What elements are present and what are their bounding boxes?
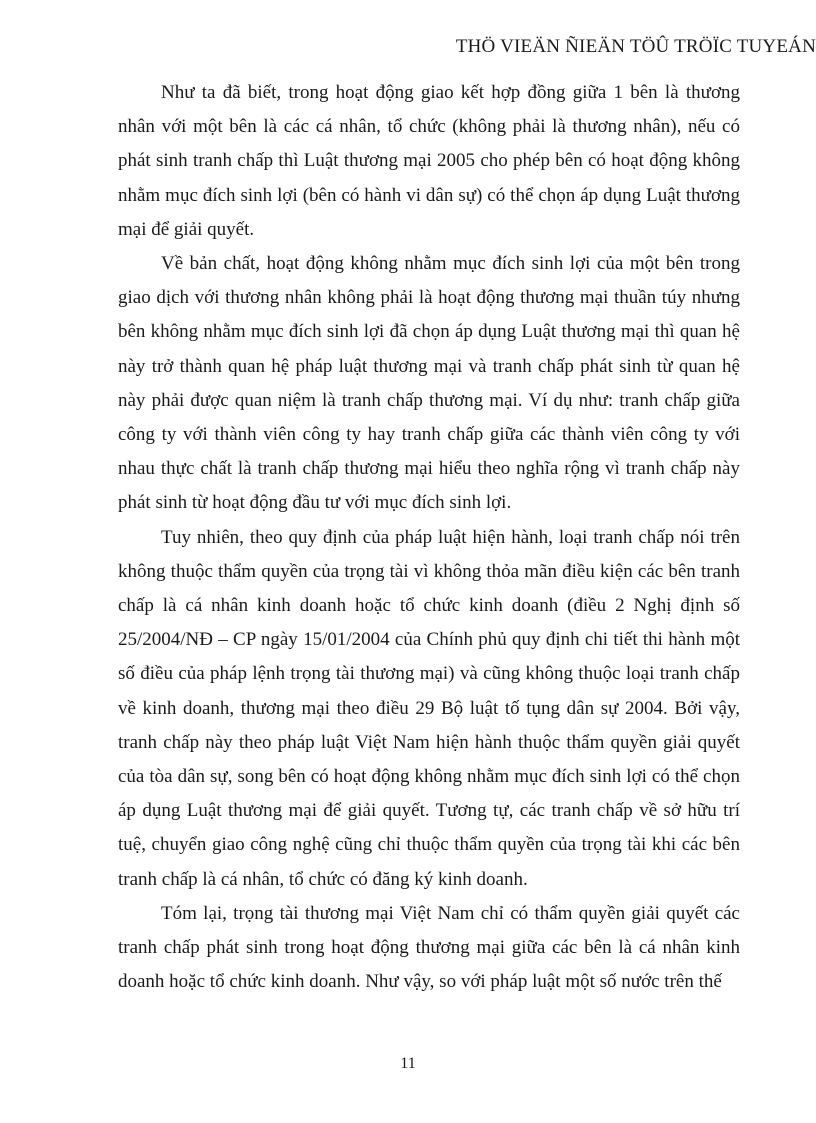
paragraph: Tuy nhiên, theo quy định của pháp luật hiện hành, loại tranh chấp nói trên không thuộc thẩm quyền của trọng tài vì không thỏa mãn điều kiện các bên tranh chấp là cá nhân kinh doanh hoặc tổ chức kinh doanh (điều 2 Nghị định số 25/2004/NĐ – CP ngày 15/01/2004 của Chính phủ quy định chi tiết thi hành một số điều của pháp lệnh trọng tài thương mại) và cũng không thuộc loại tranh chấp về kinh doanh, thương mại theo điều 29 Bộ luật tố tụng dân sự 2004. Bởi vậy, tranh chấp này theo pháp luật Việt Nam hiện hành thuộc thẩm quyền giải quyết của tòa dân sự, song bên có hoạt động không nhằm mục đích sinh lợi có thể chọn áp dụng Luật thương mại để giải quyết. Tương tự, các tranh chấp về sở hữu trí tuệ, chuyển giao công nghệ cũng chỉ thuộc thẩm quyền của trọng tài khi các bên tranh chấp là cá nhân, tổ chức có đăng ký kinh doanh. — [118, 526, 740, 890]
page-number: 11 — [400, 1055, 416, 1072]
paragraph: Về bản chất, hoạt động không nhằm mục đích sinh lợi của một bên trong giao dịch với thương nhân không phải là hoạt động thương mại thuần túy nhưng bên không nhằm mục đích sinh lợi đã chọn áp dụng Luật thương mại thì quan hệ này trở thành quan hệ pháp luật thương mại và tranh chấp phát sinh từ quan hệ này phải được quan niệm là tranh chấp thương mại. Ví dụ như: tranh chấp giữa công ty với thành viên công ty hay tranh chấp giữa các thành viên công ty với nhau thực chất là tranh chấp thương mại hiểu theo nghĩa rộng vì tranh chấp này phát sinh từ hoạt động đầu tư với mục đích sinh lợi. — [118, 253, 740, 514]
document-body — [118, 76, 740, 999]
running-header: THÖ VIEÄN ÑIEÄN TÖÛ TRÖÏC TUYEÁN — [455, 36, 816, 57]
paragraph: Như ta đã biết, trong hoạt động giao kết hợp đồng giữa 1 bên là thương nhân với một bên là các cá nhân, tổ chức (không phải là thương nhân), nếu có phát sinh tranh chấp thì Luật thương mại 2005 cho phép bên có hoạt động không nhằm mục đích sinh lợi (bên có hành vi dân sự) có thể chọn áp dụng Luật thương mại để giải quyết. — [118, 82, 740, 240]
paragraph: Tóm lại, trọng tài thương mại Việt Nam chỉ có thẩm quyền giải quyết các tranh chấp phát sinh trong hoạt động thương mại giữa các bên là cá nhân kinh doanh hoặc tổ chức kinh doanh. Như vậy, so với pháp luật một số nước trên thế — [118, 902, 740, 993]
